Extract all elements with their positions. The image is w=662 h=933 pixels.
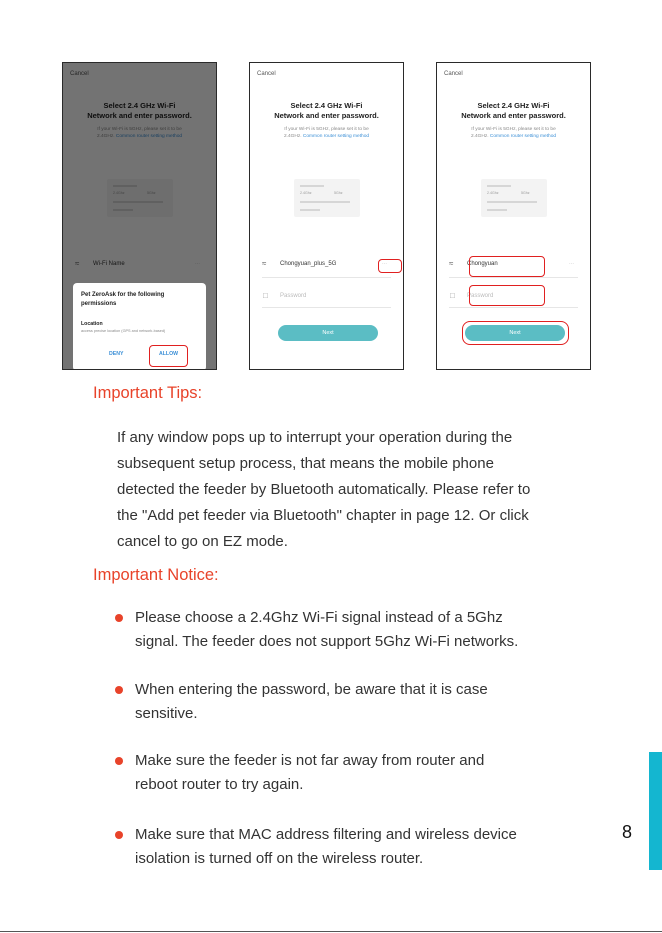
tips-line: If any window pops up to interrupt your operation during the [117,429,513,446]
tips-line: detected the feeder by Bluetooth automatically. Please refer to [117,481,531,498]
router-line [300,201,350,203]
notice-line: Make sure the feeder is not far away from router and [135,752,485,769]
notice-item [115,749,585,797]
router-ssid-label: 5Ghz [334,191,343,195]
title-line: Select 2.4 GHz Wi-Fi [290,101,363,110]
router-line [300,185,324,187]
dialog-permission-label: Location [81,321,103,327]
bullet-dot [115,686,123,694]
cancel-link[interactable]: Cancel [444,71,463,77]
notice-item [115,678,585,726]
bullet-dot [115,614,123,622]
hint-line: 2.4GHz. [470,133,490,139]
notice-line: signal. The feeder does not support 5Ghz Wi-Fi networks. [135,633,519,650]
wifi-ssid: Chongyuan [467,261,498,267]
password-input[interactable]: Password [280,293,307,299]
highlight-password [469,285,545,306]
notice-line: reboot router to try again. [135,776,304,793]
more-icon[interactable]: ⋯ [569,261,574,267]
tips-heading: Important Tips: [93,384,203,402]
router-illustration [294,179,360,217]
divider [449,307,578,308]
router-line [487,209,507,211]
screen-title [437,101,590,121]
notice-heading: Important Notice: [93,566,219,584]
highlight-ssid [469,256,545,277]
tips-line: the "Add pet feeder via Bluetooth" chapter in page 12. Or click [117,507,529,524]
divider [449,277,578,278]
divider [262,277,391,278]
hint-line: If your Wi-Fi is 5GHz, please set it to be [284,127,369,132]
password-row[interactable] [262,291,395,303]
router-method-link[interactable]: Common router setting method [489,133,557,139]
lock-icon: □ [450,291,455,300]
wifi-row[interactable] [262,259,395,271]
phone-screen-permission [62,62,217,370]
dialog-permission-desc: access precise location (GPS and network-based) [81,329,166,333]
lock-icon: □ [263,291,268,300]
bullet-dot [115,831,123,839]
notice-line: sensitive. [135,705,198,722]
title-line: Network and enter password. [461,111,566,120]
wifi-ssid: Chongyuan_plus_5G [280,261,337,267]
more-icon[interactable]: ⋯ [382,261,387,267]
wifi-hint [451,127,576,140]
title-line: Select 2.4 GHz Wi-Fi [477,101,550,110]
wifi-icon: ≈ [449,259,454,268]
tips-paragraph [117,425,607,555]
wifi-icon: ≈ [262,259,267,268]
bottom-rule [0,931,662,932]
next-button[interactable]: Next [465,325,565,341]
router-ssid-label: 2.4Ghz [300,191,312,195]
phone-screen-24g [436,62,591,370]
router-ssid-label: 5Ghz [521,191,530,195]
dialog-title: Pet ZeroAsk for the following permissions [81,292,165,307]
router-ssid-label: 2.4Ghz [487,191,499,195]
notice-item [115,823,585,871]
router-line [487,185,511,187]
hint-line: If your Wi-Fi is 5GHz, please set it to be [471,127,556,132]
wifi-hint [264,127,389,140]
deny-button[interactable]: DENY [109,351,124,357]
router-illustration [481,179,547,217]
chapter-tab [649,752,662,870]
tips-line: cancel to go on EZ mode. [117,533,288,550]
notice-line: isolation is turned off on the wireless router. [135,850,424,867]
router-line [487,201,537,203]
notice-item [115,606,585,654]
next-button[interactable]: Next [278,325,378,341]
notice-line: Make sure that MAC address filtering and wireless device [135,826,517,843]
bullet-dot [115,757,123,765]
divider [262,307,391,308]
router-method-link[interactable]: Common router setting method [302,133,370,139]
router-line [300,209,320,211]
tips-line: subsequent setup process, that means the mobile phone [117,455,494,472]
title-line: Network and enter password. [274,111,379,120]
hint-line: 2.4GHz. [283,133,303,139]
allow-button[interactable]: ALLOW [159,351,179,357]
password-input[interactable]: Password [467,293,494,299]
cancel-link[interactable]: Cancel [257,71,276,77]
notice-line: When entering the password, be aware that it is case [135,681,488,698]
notice-line: Please choose a 2.4Ghz Wi-Fi signal instead of a 5Ghz [135,609,503,626]
highlight-next [462,321,569,345]
phone-screen-5g [249,62,404,370]
page-number: 8 [622,822,633,842]
highlight-allow [149,345,188,367]
highlight-more [378,259,402,273]
screen-title [250,101,403,121]
